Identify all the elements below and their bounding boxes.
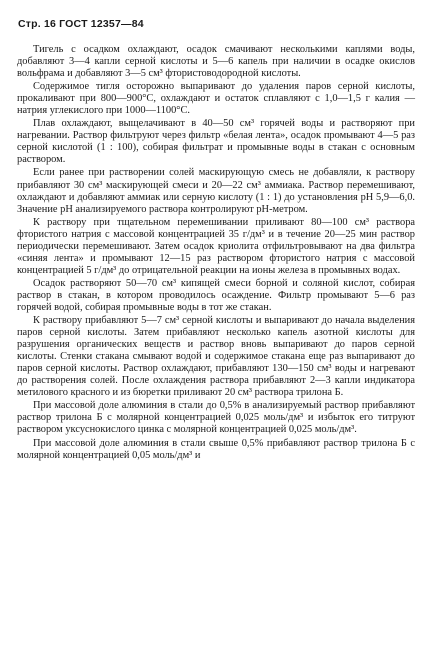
paragraph: Содержимое тигля осторожно выпаривают до удаления паров серной кислоты, прокаливают при 800—900°С, охлаждают и остаток сплавляют с 1,0—1,5 г калия — натрия углекислого при 1000—1100°С. [17,81,415,117]
paragraph: К раствору при тщательном перемешивании приливают 80—100 см³ раствора фтористого натрия с массовой концентрацией 35 г/дм³ и в течение 20—25 мин раствор периодически перемешивают. Затем осадок криолита отфильтровывают на два фильтра «синяя лента» и промывают 12—15 раз раствором фтористого натрия с массовой концентрацией 5 г/дм³ до отрицательной реакции на ионы железа в промывных водах. [17,216,415,276]
paragraph: При массовой доле алюминия в стали до 0,5% в анализируемый раствор прибавляют раствор трилона Б с молярной концентрацией 0,025 моль/дм³ и избыток его титруют раствором уксуснокислого цинка с молярной концентрацией 0,025 моль/дм³. [17,400,415,436]
paragraph: Тигель с осадком охлаждают, осадок смачивают несколькими каплями воды, добавляют 3—4 капли серной кислоты и 5—6 капель при наличии в осадке окислов вольфрама и добавляют 3—5 см³ фтористоводородной кислоты. [17,44,415,80]
paragraph: К раствору прибавляют 5—7 см³ серной кислоты и выпаривают до начала выделения паров серной кислоты. Затем прибавляют несколько капель азотной кислоты для разрушения органических веществ и раствор вновь выпаривают до паров серной кислоты. Стенки стакана смывают водой и содержимое стакана еще раз выпаривают до паров серной кислоты. Раствор охлаждают, прибавляют 130—150 см³ воды и нагревают до растворения солей. После охлаждения раствора прибавляют 2—3 капли индикатора метилового красного и из бюретки приливают 20 см³ раствора трилона Б. [17,315,415,399]
document-body [17,44,415,463]
paragraph: Осадок растворяют 50—70 см³ кипящей смеси борной и соляной кислот, собирая раствор в стакан, в котором проводилось осаждение. Фильтр промывают 5—6 раз горячей водой, собирая промывные воды в тот же стакан. [17,277,415,313]
paragraph: Плав охлаждают, выщелачивают в 40—50 см³ горячей воды и растворяют при нагревании. Раствор фильтруют через фильтр «белая лента», осадок промывают 4—5 раз серной кислотой (1 : 100), собирая фильтрат и промывные воды в стакан с основным раствором. [17,118,415,166]
paragraph: Если ранее при растворении солей маскирующую смесь не добавляли, к раствору прибавляют 30 см³ маскирующей смеси и 20—22 см³ аммиака. Раствор перемешивают, охлаждают и добавляют аммиак или серную кислоту (1 : 1) до установления pH 5,9—6,0. Значение pH анализируемого раствора контролируют pH-метром. [17,167,415,215]
page-header: Стр. 16 ГОСТ 12357—84 [18,18,144,30]
paragraph: При массовой доле алюминия в стали свыше 0,5% прибавляют раствор трилона Б с молярной концентрацией 0,05 моль/дм³ и [17,437,415,461]
